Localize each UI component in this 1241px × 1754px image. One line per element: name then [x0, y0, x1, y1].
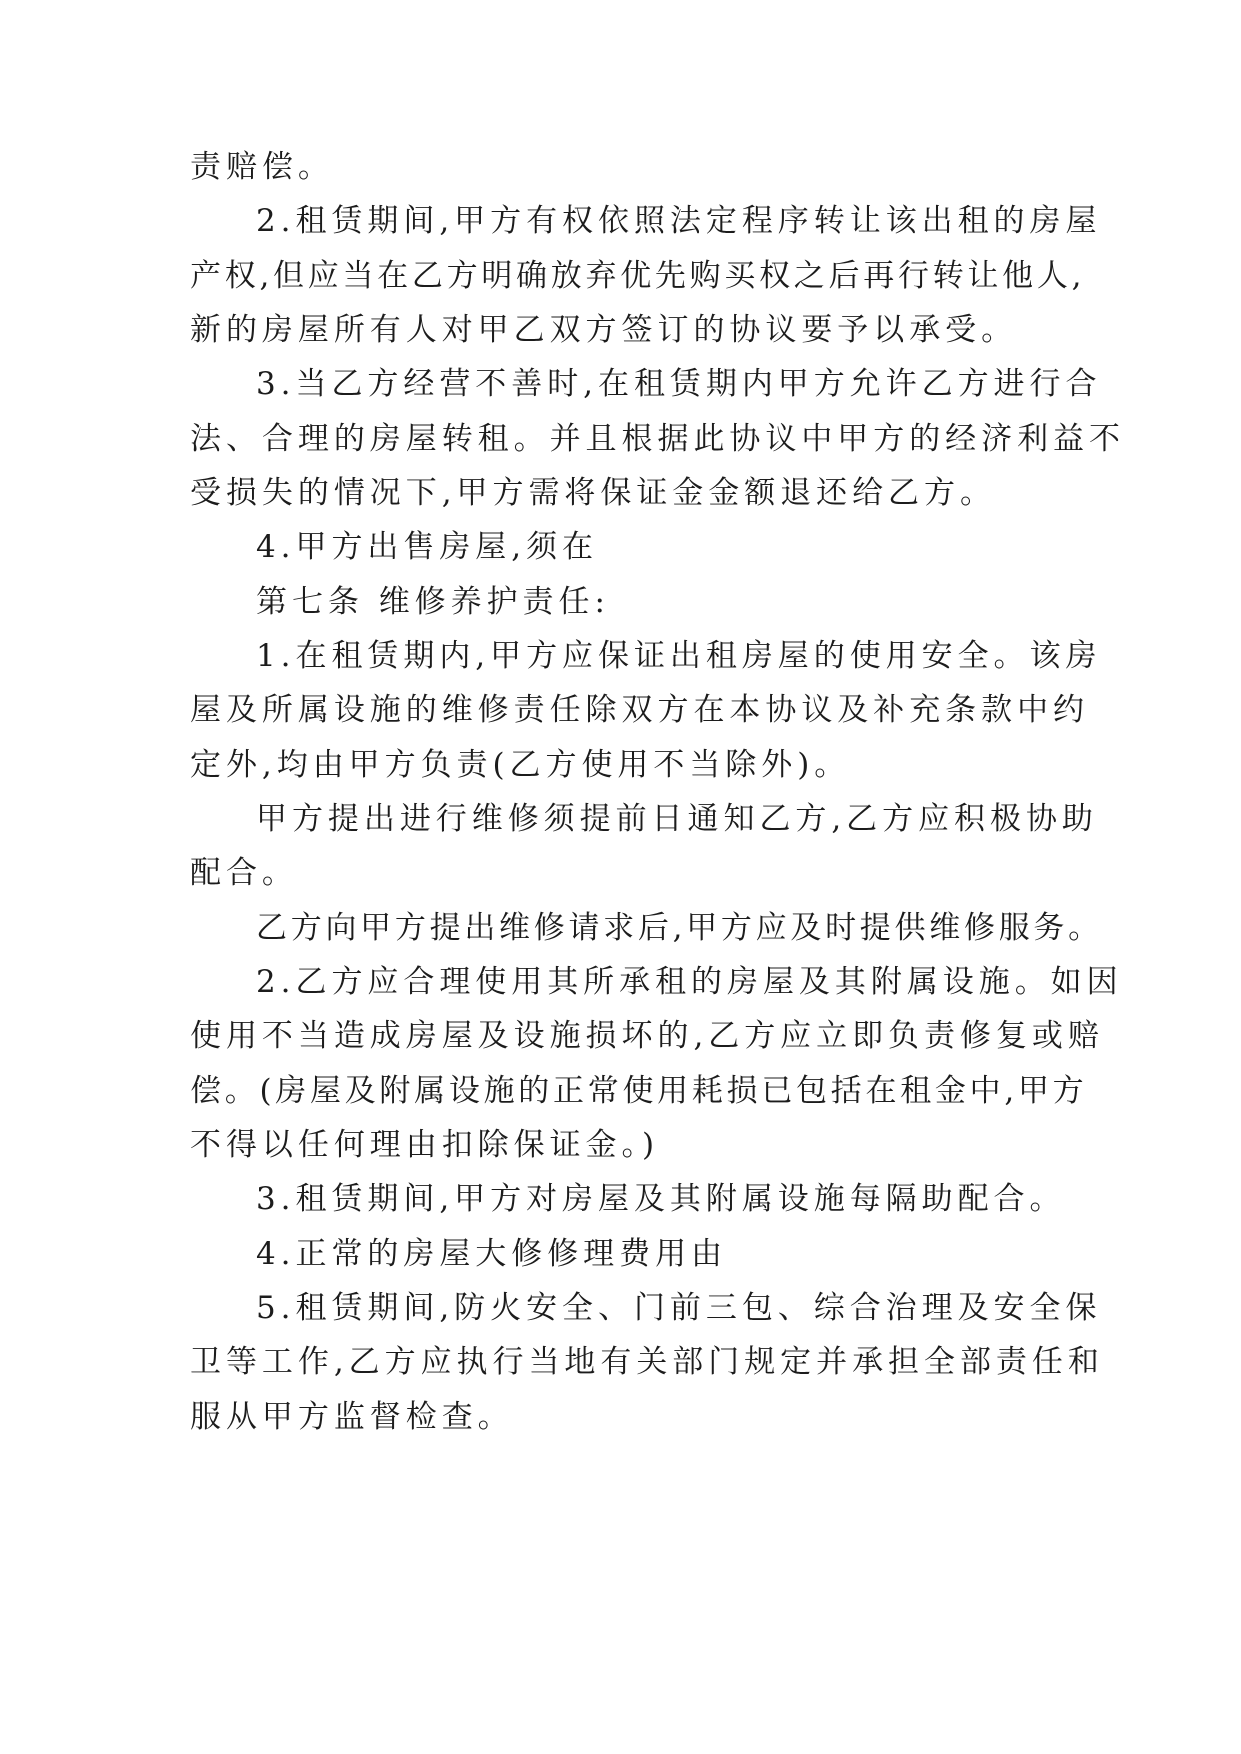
text-line: 2.乙方应合理使用其所承租的房屋及其附属设施。如因: [256, 964, 1123, 1000]
text-line: 责赔偿。: [190, 149, 334, 185]
text-line: 4.甲方出售房屋,须在: [256, 529, 598, 565]
text-line: 偿。(房屋及附属设施的正常使用耗损已包括在租金中,甲方: [190, 1073, 1088, 1109]
text-line: 屋及所属设施的维修责任除双方在本协议及补充条款中约: [190, 692, 1089, 728]
text-line: 卫等工作,乙方应执行当地有关部门规定并承担全部责任和: [190, 1344, 1104, 1380]
text-line: 3.租赁期间,甲方对房屋及其附属设施每隔助配合。: [256, 1181, 1066, 1217]
text-line: 新的房屋所有人对甲乙双方签订的协议要予以承受。: [190, 312, 1018, 348]
text-line: 1.在租赁期内,甲方应保证出租房屋的使用安全。该房: [256, 638, 1102, 674]
text-line: 2.租赁期间,甲方有权依照法定程序转让该出租的房屋: [256, 203, 1102, 239]
text-line: 使用不当造成房屋及设施损坏的,乙方应立即负责修复或赔: [190, 1018, 1104, 1054]
text-line: 不得以任何理由扣除保证金。): [190, 1127, 660, 1163]
text-line: 乙方向甲方提出维修请求后,甲方应及时提供维修服务。: [256, 910, 1103, 946]
section-heading: 第七条 维修养护责任:: [256, 584, 610, 620]
text-line: 配合。: [190, 855, 298, 891]
text-line: 甲方提出进行维修须提前日通知乙方,乙方应积极协助: [256, 801, 1098, 837]
text-line: 受损失的情况下,甲方需将保证金金额退还给乙方。: [190, 475, 996, 511]
text-line: 法、合理的房屋转租。并且根据此协议中甲方的经济利益不: [190, 421, 1125, 457]
text-line: 5.租赁期间,防火安全、门前三包、综合治理及安全保: [256, 1290, 1102, 1326]
text-line: 服从甲方监督检查。: [190, 1399, 514, 1435]
text-line: 定外,均由甲方负责(乙方使用不当除外)。: [190, 747, 851, 783]
text-line: 3.当乙方经营不善时,在租赁期内甲方允许乙方进行合: [256, 366, 1102, 402]
text-line: 4.正常的房屋大修修理费用由: [256, 1236, 728, 1272]
text-line: 产权,但应当在乙方明确放弃优先购买权之后再行转让他人,: [190, 258, 1086, 294]
